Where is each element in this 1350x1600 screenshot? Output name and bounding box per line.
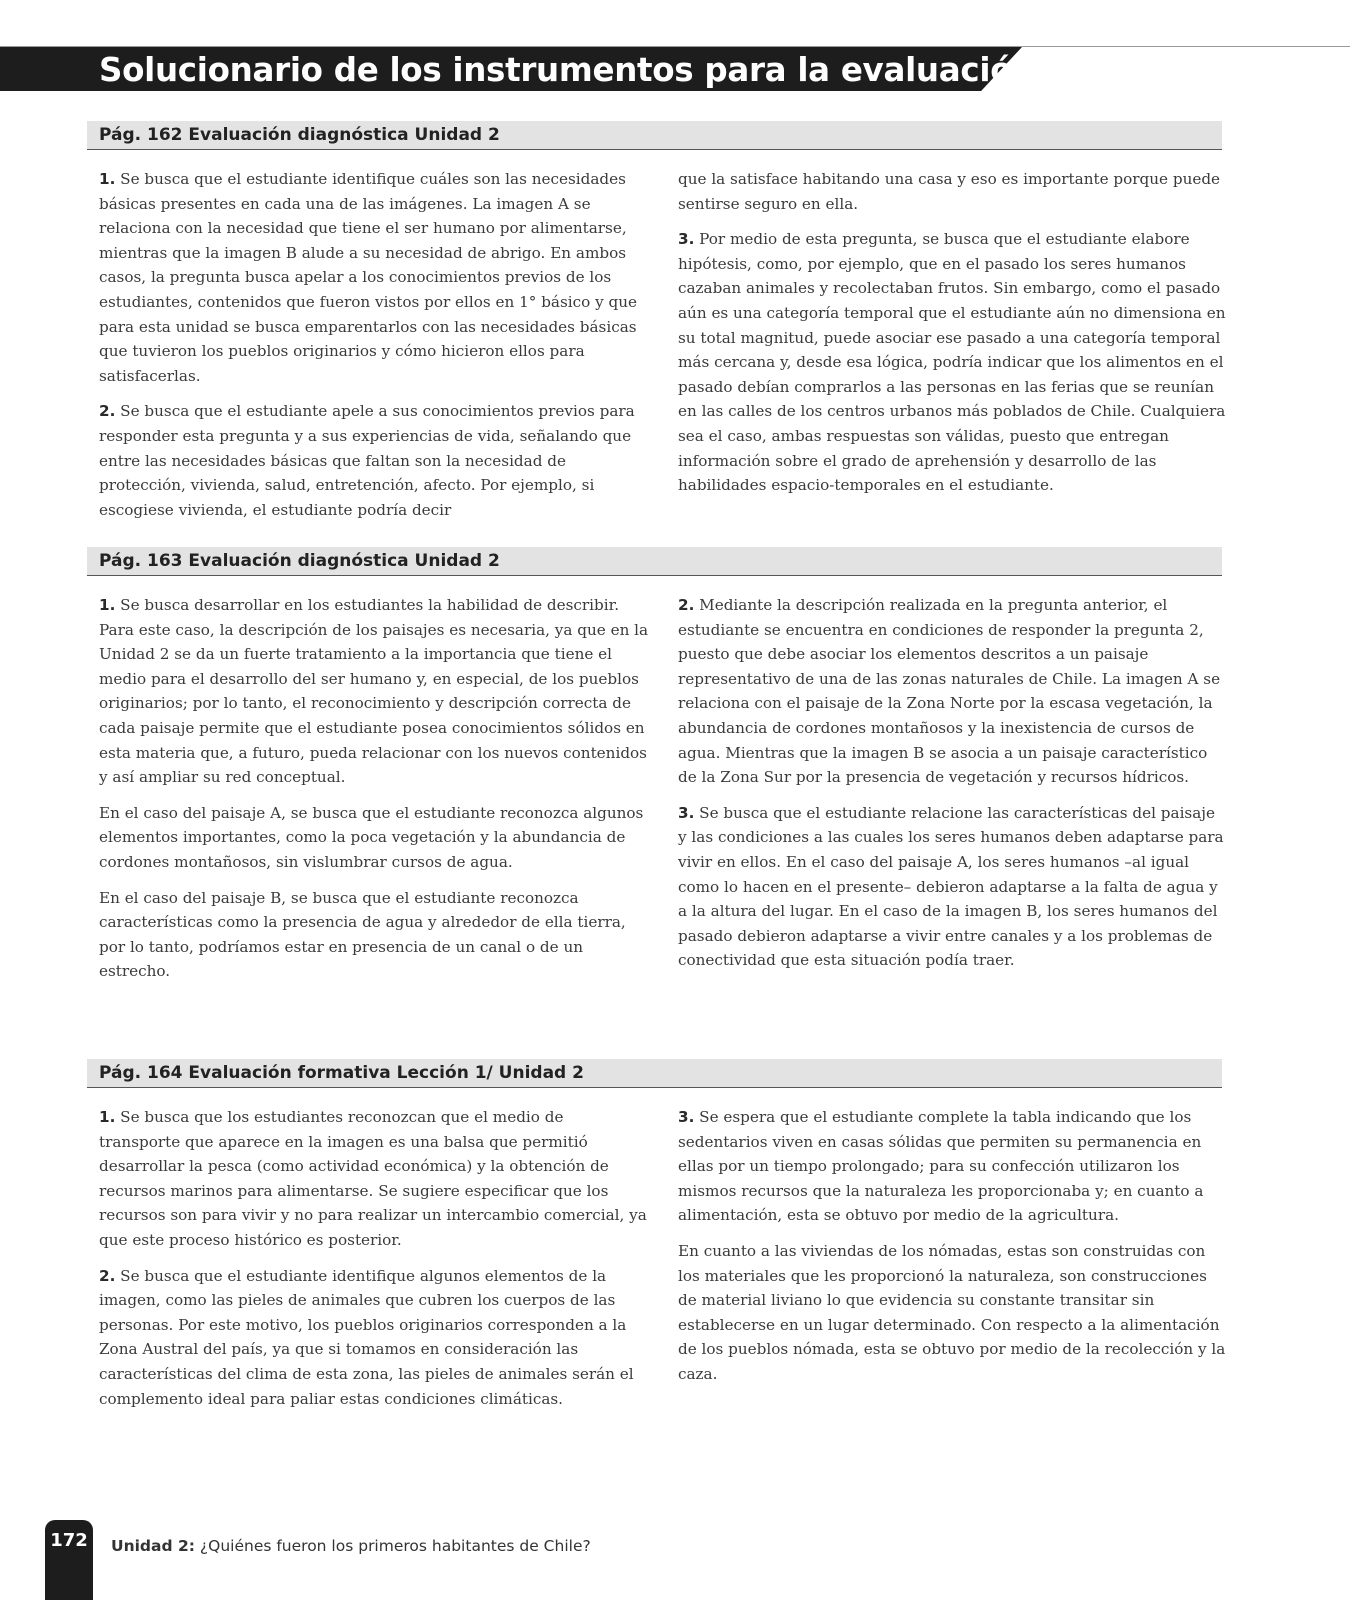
item-number: 3. <box>678 803 695 822</box>
paragraph-text: En cuanto a las viviendas de los nómadas, estas son construidas con los materiales que les proporcionó la naturaleza, son construcciones de material liviano lo que evidencia su constante transitar sin establecerse en un lugar determinado. Con respecto a la alimentación de los pueblos nómada, esta se obtuvo por medio de la recolección y la caza. <box>678 1241 1226 1383</box>
section-header-label: Pág. 162 Evaluación diagnóstica Unidad 2 <box>99 125 500 145</box>
page-number-tab <box>45 1520 93 1600</box>
footer-unit-question: ¿Quiénes fueron los primeros habitantes de Chile? <box>194 1537 591 1555</box>
paragraph <box>678 1105 1228 1228</box>
section-3-left-column <box>99 1105 649 1422</box>
page-title: Solucionario de los instrumentos para la evaluación <box>99 51 1036 89</box>
paragraph <box>678 1239 1228 1387</box>
section-1-right-column <box>678 167 1228 509</box>
paragraph-text: Se busca desarrollar en los estudiantes la habilidad de describir. Para este caso, la descripción de los paisajes es necesaria, ya que en la Unidad 2 se da un fuerte tratamiento a la importancia que tiene el medio para el desarrollo del ser humano y, en especial, de los pueblos originarios; por lo tanto, el reconocimiento y descripción correcta de cada paisaje permite que el estudiante posea conocimientos sólidos en esta materia que, a futuro, pueda relacionar con los nuevos contenidos y así ampliar su red conceptual. <box>99 596 649 787</box>
paragraph-text: Se busca que los estudiantes reconozcan que el medio de transporte que aparece en la imagen es una balsa que permitió desarrollar la pesca (como actividad económica) y la obtención de recursos marinos para alimentarse. Se sugiere especificar que los recursos son para vivir y no para realizar un intercambio comercial, ya que este proceso histórico es posterior. <box>99 1108 647 1249</box>
section-2-right-column <box>678 593 1228 984</box>
item-number: 1. <box>99 1108 116 1126</box>
paragraph-text: Por medio de esta pregunta, se busca que el estudiante elabore hipótesis, como, por ejemplo, que en el pasado los seres humanos cazaban animales y recolectaban frutos. Sin embargo, como el pasado aún es una categoría temporal que el estudiante aún no dimensiona en su total magnitud, puede asociar ese pasado a una categoría temporal más cercana y, desde esa lógica, podría indicar que los alimentos en el pasado debían comprarlos a las personas en las ferias que se reunían en las calles de los centros urbanos más poblados de Chile. Cualquiera sea el caso, ambas respuestas son válidas, puesto que entregan información sobre el grado de aprehensión y desarrollo de las habilidades espacio-temporales en el estudiante. <box>678 230 1226 495</box>
paragraph-text: Se busca que el estudiante identifique algunos elementos de la imagen, como las pieles de animales que cubren los cuerpos de las personas. Por este motivo, los pueblos originarios corresponden a la Zona Austral del país, ya que si tomamos en consideración las características del clima de esta zona, las pieles de animales serán el complemento ideal para paliar estas condiciones climáticas. <box>99 1266 634 1408</box>
paragraph <box>99 801 649 875</box>
paragraph <box>99 886 649 984</box>
section-2-left-column <box>99 593 649 995</box>
paragraph-text: Se busca que el estudiante apele a sus conocimientos previos para responder esta pregunta y a sus experiencias de vida, señalando que entre las necesidades básicas que faltan son la necesidad de protección, vivienda, salud, entretención, afecto. Por ejemplo, si escogiese vivienda, el estudiante podría decir <box>99 402 635 519</box>
item-number: 3. <box>678 1108 695 1126</box>
paragraph-text: Mediante la descripción realizada en la pregunta anterior, el estudiante se encuentra en condiciones de responder la pregunta 2, puesto que debe asociar los elementos descritos a un paisaje representativo de una de las zonas naturales de Chile. La imagen A se relaciona con el paisaje de la Zona Norte por la escasa vegetación, la abundancia de cordones montañosos y la inexistencia de cursos de agua. Mientras que la imagen B se asocia a un paisaje característico de la Zona Sur por la presencia de vegetación y recursos hídricos. <box>678 596 1221 787</box>
item-number: 1. <box>99 596 116 614</box>
footer-unit-label: Unidad 2: <box>111 1537 195 1555</box>
paragraph <box>99 399 649 522</box>
paragraph <box>99 1105 649 1253</box>
paragraph <box>678 593 1228 790</box>
section-header-pag-164 <box>87 1059 1222 1088</box>
section-header-label: Pág. 163 Evaluación diagnóstica Unidad 2 <box>99 551 500 571</box>
paragraph-text: Se espera que el estudiante complete la tabla indicando que los sedentarios viven en casas sólidas que permiten su permanencia en ellas por un tiempo prolongado; para su confección utilizaron los mismos recursos que la naturaleza les proporcionaba y; en cuanto a alimentación, esta se obtuvo por medio de la agricultura. <box>678 1108 1204 1225</box>
section-header-pag-162 <box>87 121 1222 150</box>
section-3-right-column <box>678 1105 1228 1398</box>
item-number: 2. <box>99 1266 116 1285</box>
paragraph <box>678 227 1228 498</box>
paragraph-text: Se busca que el estudiante relacione las características del paisaje y las condiciones a las cuales los seres humanos deben adaptarse para vivir en ellos. En el caso del paisaje A, los seres humanos –al igual como lo hacen en el presente– debieron adaptarse a la falta de agua y a la altura del lugar. En el caso de la imagen B, los seres humanos del pasado debieron adaptarse a vivir entre canales y a los problemas de conectividad que esta situación podía traer. <box>678 803 1224 970</box>
section-header-label: Pág. 164 Evaluación formativa Lección 1/ Unidad 2 <box>99 1063 584 1083</box>
section-1-left-column <box>99 167 649 533</box>
paragraph <box>99 167 649 388</box>
paragraph-text: En el caso del paisaje B, se busca que el estudiante reconozca características como la presencia de agua y alrededor de ella tierra, por lo tanto, podríamos estar en presencia de un canal o de un estrecho. <box>99 888 626 981</box>
paragraph <box>678 167 1228 216</box>
item-number: 1. <box>99 170 116 188</box>
item-number: 2. <box>99 402 116 421</box>
title-rule <box>0 46 1350 47</box>
paragraph-text: que la satisface habitando una casa y eso es importante porque puede sentirse seguro en ella. <box>678 170 1221 213</box>
paragraph <box>99 593 649 790</box>
paragraph-text: En el caso del paisaje A, se busca que el estudiante reconozca algunos elementos importantes, como la poca vegetación y la abundancia de cordones montañosos, sin vislumbrar cursos de agua. <box>99 803 644 871</box>
section-header-pag-163 <box>87 547 1222 576</box>
paragraph <box>99 1264 649 1412</box>
item-number: 2. <box>678 596 695 614</box>
page-number: 172 <box>50 1530 88 1551</box>
footer-unit-title <box>111 1537 591 1555</box>
paragraph-text: Se busca que el estudiante identifique cuáles son las necesidades básicas presentes en cada una de las imágenes. La imagen A se relaciona con la necesidad que tiene el ser humano por alimentarse, mientras que la imagen B alude a su necesidad de abrigo. En ambos casos, la pregunta busca apelar a los conocimientos previos de los estudiantes, contenidos que fueron vistos por ellos en 1° básico y que para esta unidad se busca emparentarlos con las necesidades básicas que tuvieron los pueblos originarios y cómo hicieron ellos para satisfacerlas. <box>99 170 637 385</box>
paragraph <box>678 801 1228 973</box>
item-number: 3. <box>678 230 695 249</box>
